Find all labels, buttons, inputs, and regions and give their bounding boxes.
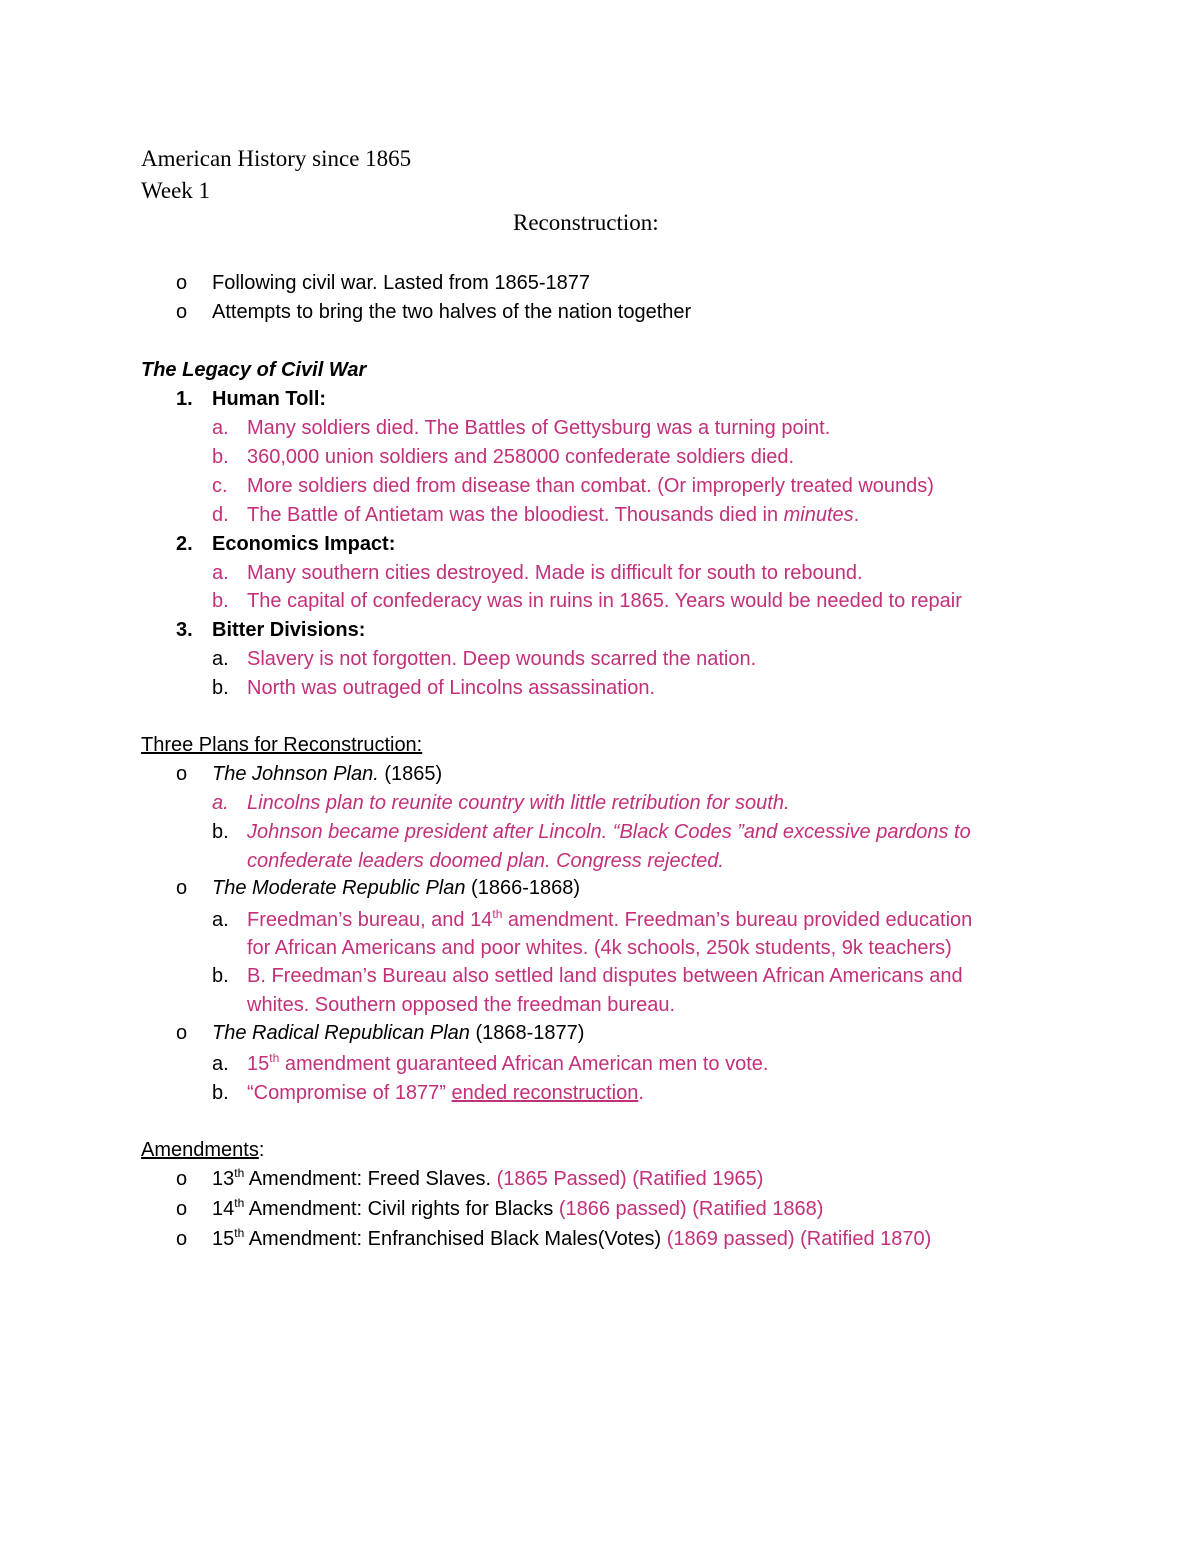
item-marker: a.: [212, 792, 229, 814]
legacy-item: Many southern cities destroyed. Made is difficult for south to rebound.: [247, 562, 863, 584]
item-marker: a.: [212, 1053, 229, 1075]
bullet-icon: o: [176, 1228, 188, 1250]
legacy-item: The capital of confederacy was in ruins in 1865. Years would be needed to repair: [247, 590, 962, 612]
legacy-item: More soldiers died from disease than combat. (Or improperly treated wounds): [247, 475, 934, 497]
item-marker: a.: [212, 417, 229, 439]
intro-item: Attempts to bring the two halves of the nation together: [212, 301, 692, 323]
group-title: Human Toll:: [212, 388, 327, 410]
item-marker: b.: [212, 1082, 229, 1104]
group-number: 3.: [176, 619, 193, 641]
legacy-item: Many soldiers died. The Battles of Gettysburg was a turning point.: [247, 417, 831, 439]
amendment-item: 13th Amendment: Freed Slaves. (1865 Passed) (Ratified 1965): [212, 1166, 764, 1190]
amendment-item: 14th Amendment: Civil rights for Blacks (1866 passed) (Ratified 1868): [212, 1196, 824, 1220]
section-title: Reconstruction:: [513, 210, 659, 235]
legacy-heading: The Legacy of Civil War: [141, 359, 367, 381]
bullet-icon: o: [176, 763, 188, 785]
item-marker: b.: [212, 446, 229, 468]
item-marker: b.: [212, 965, 229, 987]
emphasis-text: minutes: [783, 504, 854, 526]
amendment-dates: (1869 passed) (Ratified 1870): [666, 1228, 932, 1250]
plan-item-continued: confederate leaders doomed plan. Congress rejected.: [247, 850, 724, 872]
group-title: Bitter Divisions:: [212, 619, 366, 641]
ended-reconstruction-text: ended reconstruction: [451, 1082, 639, 1104]
intro-item: Following civil war. Lasted from 1865-1877: [212, 272, 590, 294]
item-marker: c.: [212, 475, 228, 497]
plan-item: “Compromise of 1877” ended reconstruction.: [247, 1082, 644, 1104]
amendment-dates: (1866 passed) (Ratified 1868): [558, 1198, 824, 1220]
plan-title: The Johnson Plan. (1865): [212, 763, 443, 785]
plan-title: The Radical Republican Plan (1868-1877): [212, 1022, 585, 1044]
bullet-icon: o: [176, 1198, 188, 1220]
amendment-dates: (1865 Passed) (Ratified 1965): [496, 1168, 764, 1190]
bullet-icon: o: [176, 1022, 188, 1044]
plan-item: 15th amendment guaranteed African American men to vote.: [247, 1051, 769, 1075]
legacy-item: 360,000 union soldiers and 258000 confederate soldiers died.: [247, 446, 795, 468]
plan-item: B. Freedman’s Bureau also settled land disputes between African Americans and: [247, 965, 963, 987]
bullet-icon: o: [176, 1168, 188, 1190]
plan-item: Johnson became president after Lincoln. “Black Codes ”and excessive pardons to: [247, 821, 971, 843]
legacy-item: North was outraged of Lincolns assassination.: [247, 677, 656, 699]
item-marker: b.: [212, 821, 229, 843]
group-number: 1.: [176, 388, 193, 410]
plan-item-continued: for African Americans and poor whites. (4k schools, 250k students, 9k teachers): [247, 937, 952, 959]
bullet-icon: o: [176, 877, 188, 899]
group-title: Economics Impact:: [212, 533, 396, 555]
item-marker: d.: [212, 504, 229, 526]
item-marker: a.: [212, 909, 229, 931]
bullet-icon: o: [176, 272, 188, 294]
item-marker: a.: [212, 562, 229, 584]
item-marker: b.: [212, 677, 229, 699]
plans-heading: Three Plans for Reconstruction:: [141, 734, 423, 756]
bullet-icon: o: [176, 301, 188, 323]
plan-item: Lincolns plan to reunite country with little retribution for south.: [247, 792, 790, 814]
course-title: American History since 1865: [141, 146, 412, 171]
item-marker: b.: [212, 590, 229, 612]
legacy-item: The Battle of Antietam was the bloodiest. Thousands died in minutes.: [247, 504, 860, 526]
group-number: 2.: [176, 533, 193, 555]
amendments-heading: Amendments:: [141, 1139, 265, 1161]
item-marker: a.: [212, 648, 229, 670]
plan-item: Freedman’s bureau, and 14th amendment. Freedman’s bureau provided education: [247, 907, 973, 931]
week-label: Week 1: [141, 178, 211, 203]
plan-item-continued: whites. Southern opposed the freedman bureau.: [247, 994, 676, 1016]
amendment-item: 15th Amendment: Enfranchised Black Males(Votes) (1869 passed) (Ratified 1870): [212, 1226, 932, 1250]
legacy-item: Slavery is not forgotten. Deep wounds scarred the nation.: [247, 648, 757, 670]
plan-title: The Moderate Republic Plan (1866-1868): [212, 877, 581, 899]
